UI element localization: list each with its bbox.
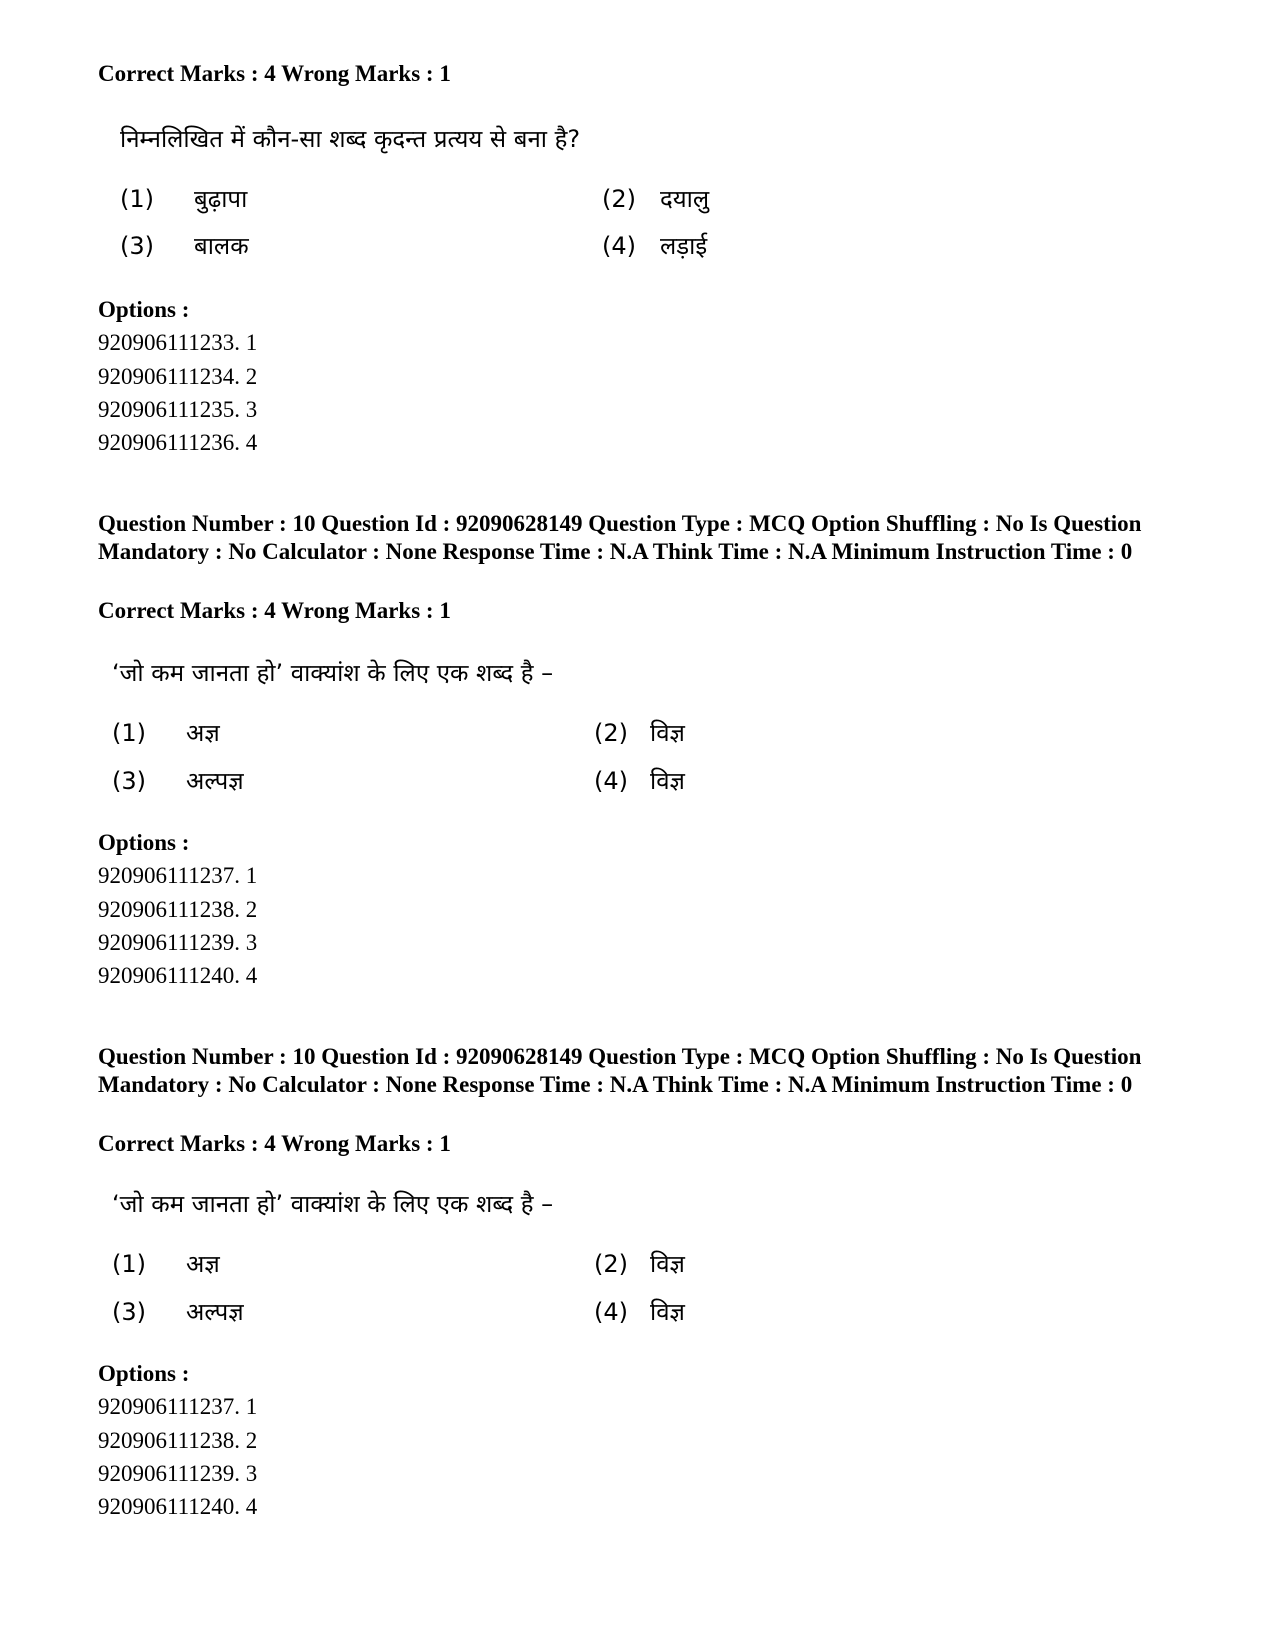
choice-number: (3) [112,1298,146,1326]
choice-number: (2) [594,1250,628,1278]
question-text: ‘जो कम जानता हो’ वाक्यांश के लिए एक शब्द है – [112,1190,554,1218]
choice-4 [594,1296,685,1328]
choice-text: अल्पज्ञ [186,1298,244,1326]
choice-2 [602,183,709,215]
option-id-line: 920906111234. 2 [98,364,258,389]
choice-3 [112,765,244,797]
choice-number: (4) [602,232,636,260]
choice-number: (2) [594,719,628,747]
question-meta: Question Number : 10 Question Id : 92090628149 Question Type : MCQ Option Shuffling : No Is Question Mandatory : No Calculator : None Response Time : N.A Think Time : N.A Minimum Instruction Time : 0 [98,511,1142,564]
marks-line: Correct Marks : 4 Wrong Marks : 1 [98,598,451,623]
option-id-line: 920906111238. 2 [98,897,258,922]
choice-number: (1) [112,719,146,747]
choice-4 [602,230,707,262]
choice-text: अज्ञ [186,1250,220,1278]
marks-line: Correct Marks : 4 Wrong Marks : 1 [98,61,451,86]
marks-line: Correct Marks : 4 Wrong Marks : 1 [98,1131,451,1156]
choice-2 [594,1248,685,1280]
choice-4 [594,765,685,797]
question-meta: Question Number : 10 Question Id : 92090628149 Question Type : MCQ Option Shuffling : No Is Question Mandatory : No Calculator : None Response Time : N.A Think Time : N.A Minimum Instruction Time : 0 [98,1044,1142,1097]
option-id-line: 920906111240. 4 [98,963,258,988]
option-id-line: 920906111233. 1 [98,330,258,355]
choice-number: (3) [112,767,146,795]
choice-1 [112,717,220,749]
choice-2 [594,717,685,749]
choice-number: (3) [120,232,154,260]
option-id-line: 920906111239. 3 [98,930,258,955]
choice-number: (1) [112,1250,146,1278]
option-id-line: 920906111237. 1 [98,863,258,888]
choice-text: बालक [194,232,249,260]
choice-text: अज्ञ [186,719,220,747]
choice-text: दयालु [660,185,710,213]
option-id-line: 920906111238. 2 [98,1428,258,1453]
choice-text: विज्ञ [650,1250,685,1278]
question-text: ‘जो कम जानता हो’ वाक्यांश के लिए एक शब्द है – [112,659,554,687]
option-id-line: 920906111240. 4 [98,1494,258,1519]
choice-1 [112,1248,220,1280]
choice-text: बुढ़ापा [194,185,248,213]
option-id-line: 920906111239. 3 [98,1461,258,1486]
choice-number: (1) [120,185,154,213]
choice-text: विज्ञ [650,767,685,795]
choice-number: (4) [594,1298,628,1326]
choice-text: विज्ञ [650,719,685,747]
options-label: Options : [98,830,190,855]
choice-number: (4) [594,767,628,795]
choice-3 [120,230,249,262]
question-text: निम्नलिखित में कौन-सा शब्द कृदन्त प्रत्यय से बना है? [120,125,581,153]
choice-text: अल्पज्ञ [186,767,244,795]
choice-number: (2) [602,185,636,213]
options-label: Options : [98,1361,190,1386]
choice-text: विज्ञ [650,1298,685,1326]
option-id-line: 920906111236. 4 [98,430,258,455]
choice-text: लड़ाई [660,232,708,260]
option-id-line: 920906111237. 1 [98,1394,258,1419]
choice-1 [120,183,247,215]
option-id-line: 920906111235. 3 [98,397,258,422]
options-label: Options : [98,297,190,322]
choice-3 [112,1296,244,1328]
